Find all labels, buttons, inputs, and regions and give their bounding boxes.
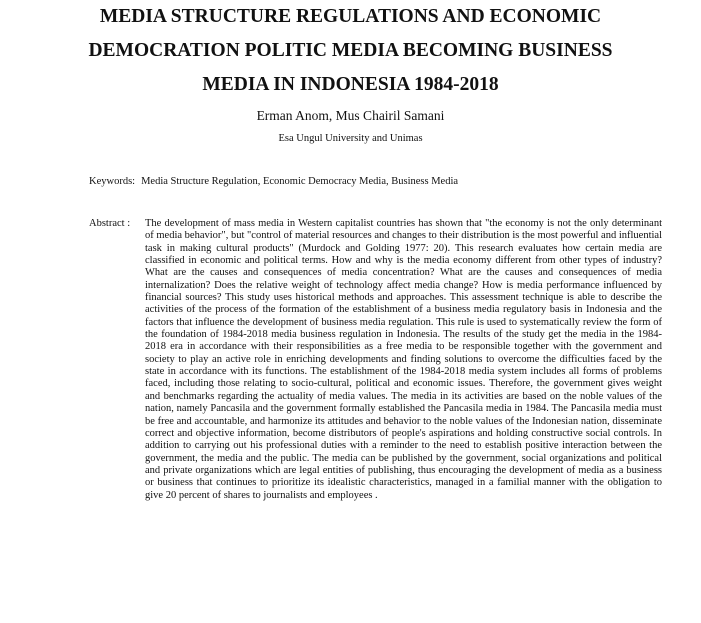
authors: Erman Anom, Mus Chairil Samani <box>256 108 445 123</box>
affiliation: Esa Ungul University and Unimas <box>278 133 423 144</box>
keywords <box>89 176 458 187</box>
title-line-3: MEDIA IN INDONESIA 1984-2018 <box>202 74 499 95</box>
title-line-1: MEDIA STRUCTURE REGULATIONS AND ECONOMIC <box>99 6 602 27</box>
paper-title <box>0 0 701 102</box>
title-line-2: DEMOCRATION POLITIC MEDIA BECOMING BUSINESS <box>88 40 613 61</box>
abstract-body: The development of mass media in Western capitalist countries has shown that "the economy is not the only determinant of media behavior", but "control of material resources and changes to their distribution is the most powerful and influential task in making cultural products" (Murdock and Golding 1977: 20). This research evaluates how certain media are classified in economic and political terms. How and why is the media economy different from other types of industry? What are the causes and consequences of media concentration? What are the causes and consequences of media internalization? Does the relative weight of technology affect media change? How is media performance influenced by financial sources? This study uses historical methods and approaches. This assessment technique is able to describe the activities of the process of the formation of the establishment of a business media regulatory basis in Indonesia and the factors that influence the development of business media regulation. This rule is used to systematically review the form of the foundation of 1984-2018 media business regulation in Indonesia. The results of the study get the media in the 1984-2018 era in accordance with their responsibilities as a free media to be responsible together with the government and society to play an active role in enriching developments and finding solutions to overcome the difficulties faced by the state in accordance with its functions. The establishment of the 1984-2018 media system includes all forms of problems faced, including those relating to socio-cultural, political and economic issues. Therefore, the government gives weight and benchmarks regarding the actuality of media values. The media in its activities are based on the noble values of the nation, namely Pancasila and the government formally established the Pancasila media in 1984. The Pancasila media must be free and accountable, and harmonize its attitudes and behavior to the noble values of the Indonesian nation, disseminate correct and objective information, become distributors of people's aspirations and holding constructive social controls. In addition to carrying out his professional duties with a reminder to the need to establish positive interaction between the government, the media and the public. The media can be published by the government, social organizations and political and private organizations which are legal entities of publishing, thus encouraging the development of media as a business or business that continues to prioritize its idealistic characteristics, managed in a familial manner with the obligation to give 20 percent of shares to journalists and employees . <box>145 218 662 501</box>
keywords-label: Keywords: <box>89 176 136 187</box>
keywords-text: Media Structure Regulation, Economic Democracy Media, Business Media <box>141 176 459 187</box>
abstract <box>89 218 662 502</box>
abstract-label: Abstract : <box>89 218 131 229</box>
